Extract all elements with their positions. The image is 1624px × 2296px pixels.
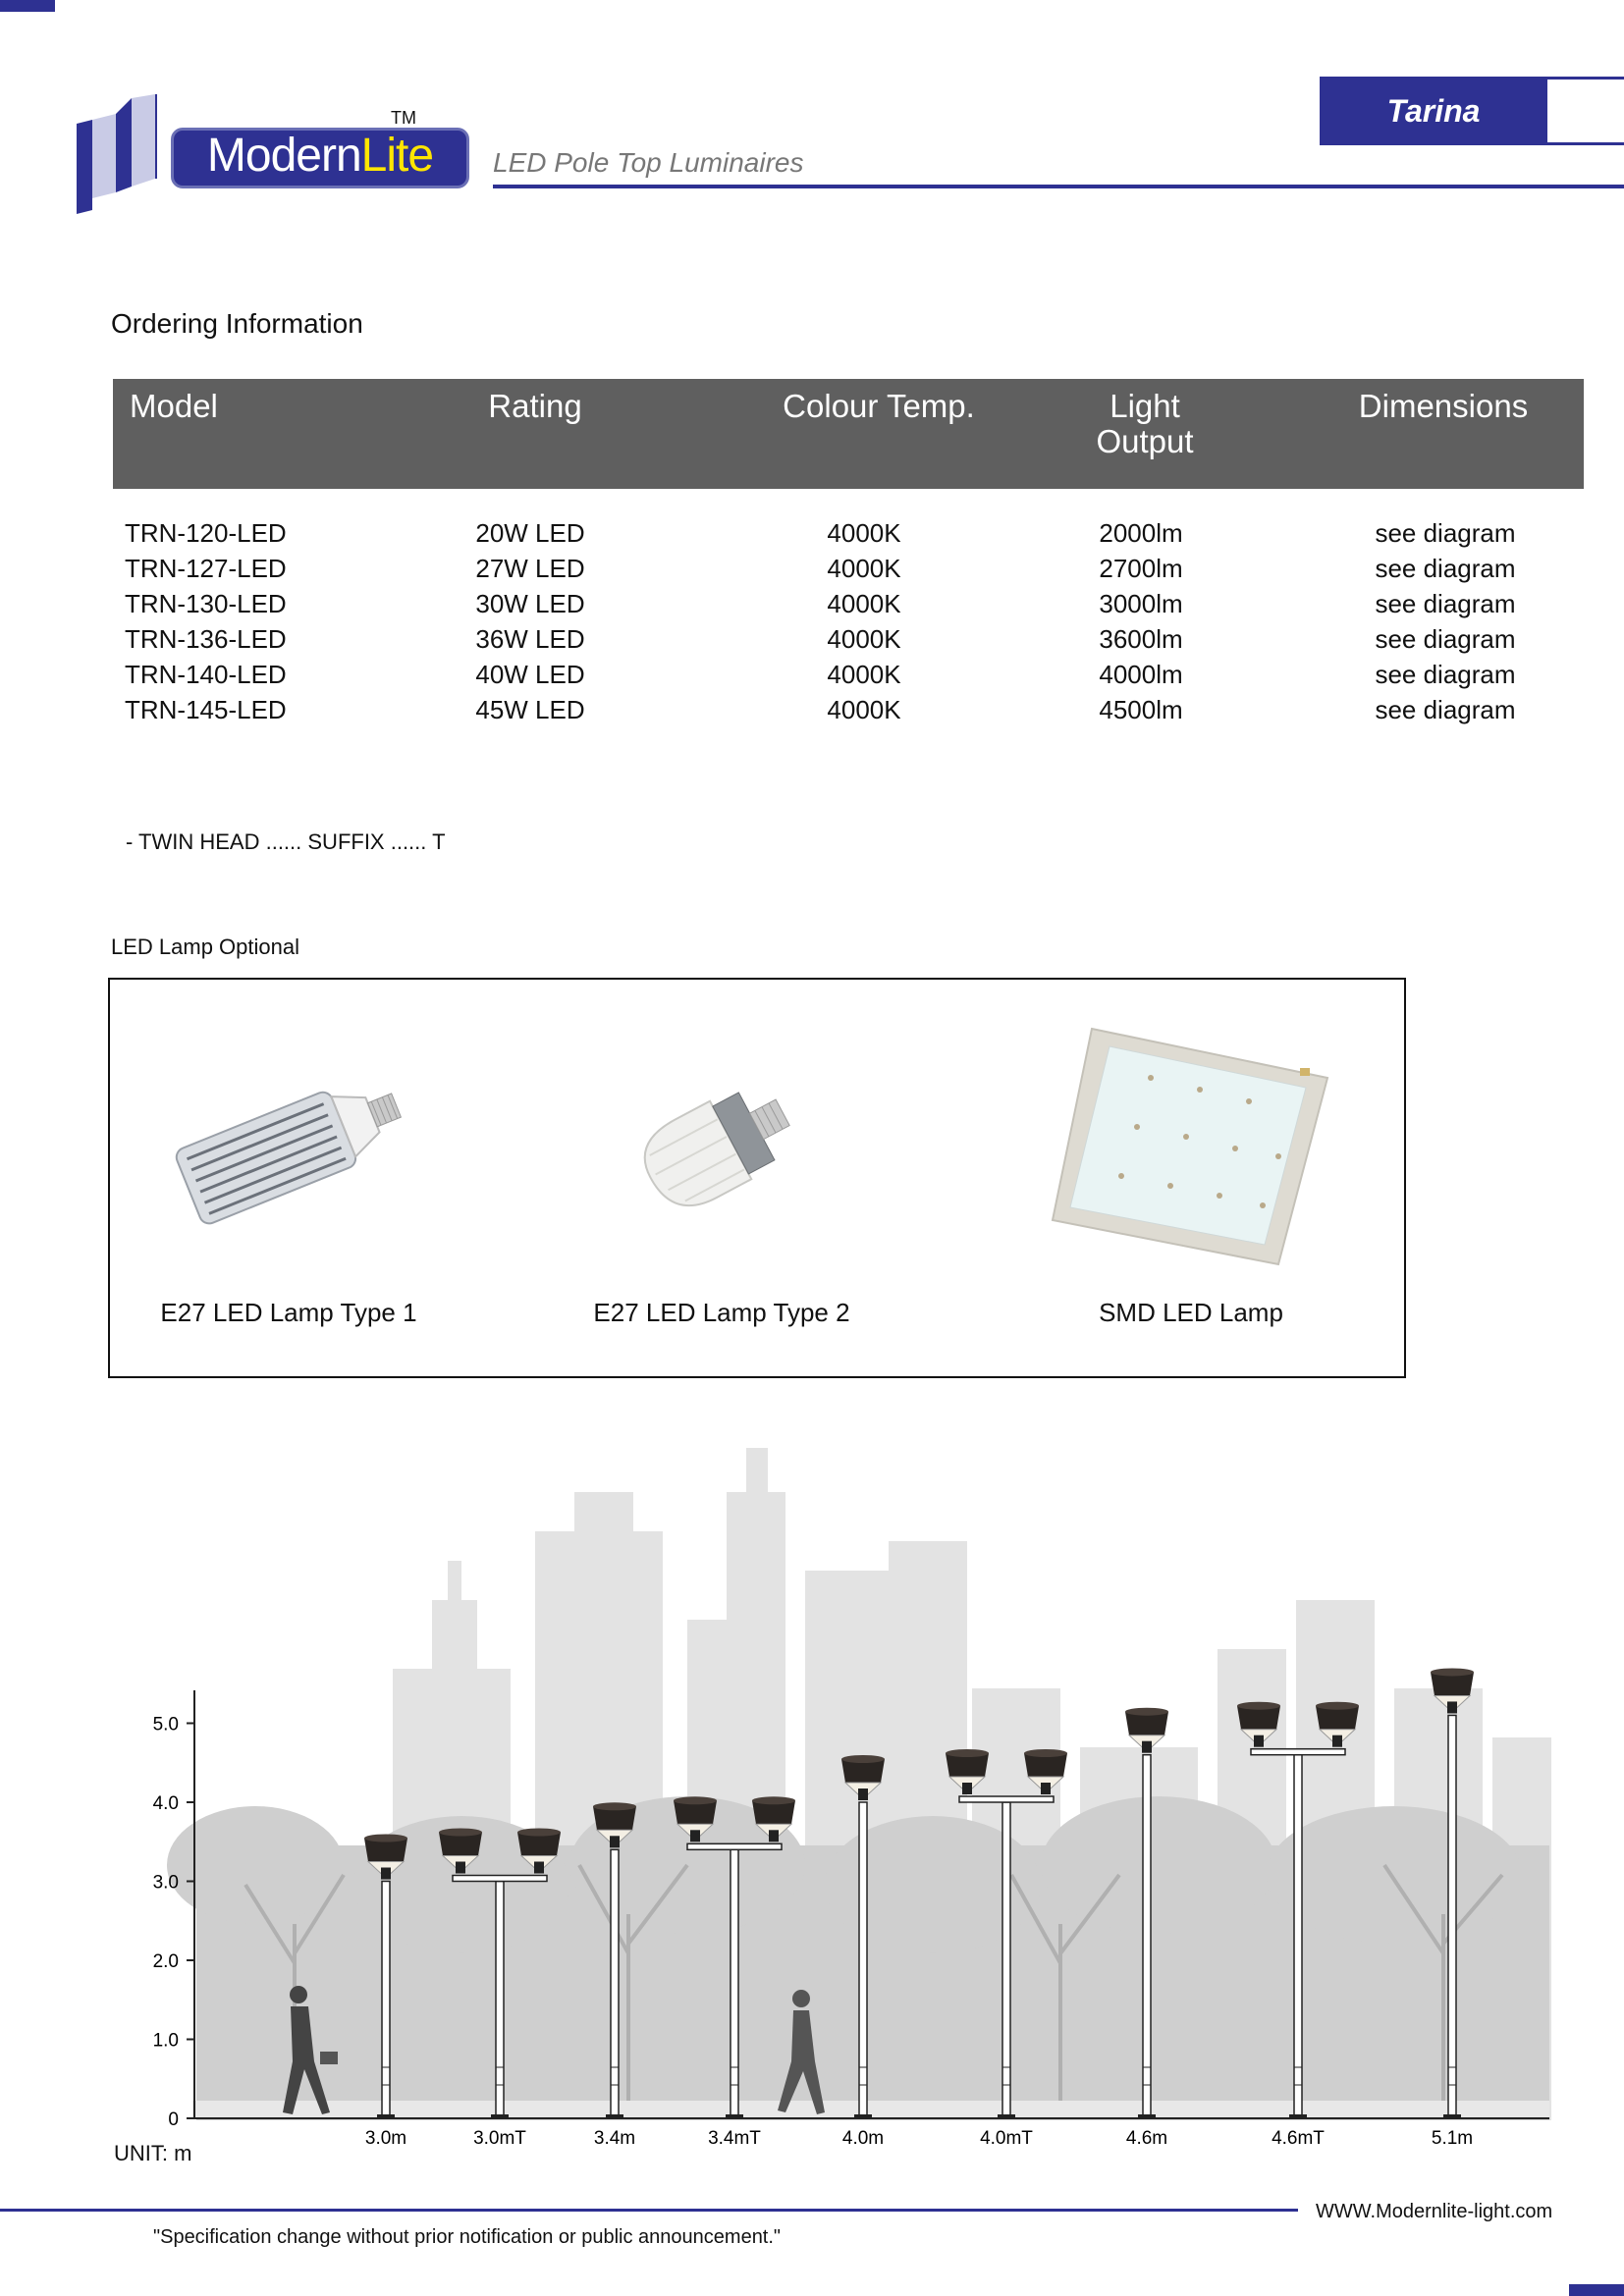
lamp-label-type2: E27 LED Lamp Type 2 [593, 1298, 850, 1327]
lamp-label-type1: E27 LED Lamp Type 1 [160, 1298, 417, 1327]
table-row [0, 518, 1624, 554]
cell-model: TRN-130-LED [125, 589, 287, 618]
column-header-rating: Rating [488, 388, 582, 424]
cell-dimensions: see diagram [1375, 518, 1516, 548]
footer-disclaimer: "Specification change without prior notification or public announcement." [153, 2226, 782, 2248]
y-tick-label: 0 [168, 2109, 179, 2130]
pole-height-label: 3.4m [593, 2128, 636, 2149]
logo-mark-icon [77, 94, 175, 222]
footer-website: WWW.Modernlite-light.com [1316, 2201, 1553, 2222]
product-tab-frame [1547, 77, 1624, 145]
corner-accent-top [0, 0, 55, 12]
y-tick-label: 2.0 [152, 1951, 179, 1972]
cell-model: TRN-145-LED [125, 695, 287, 724]
cell-model: TRN-140-LED [125, 660, 287, 689]
table-row [0, 660, 1624, 695]
cell-rating: 27W LED [475, 554, 585, 583]
table-row [0, 589, 1624, 624]
cell-rating: 30W LED [475, 589, 585, 618]
cell-dimensions: see diagram [1375, 624, 1516, 654]
pole-height-label: 3.0mT [473, 2128, 526, 2149]
unit-label: UNIT: m [114, 2141, 192, 2165]
table-row [0, 554, 1624, 589]
pole-height-label: 4.0m [841, 2128, 885, 2149]
cell-colour-temp: 4000K [827, 518, 901, 548]
pole-height-label: 3.4mT [708, 2128, 761, 2149]
page-subtitle: LED Pole Top Luminaires [493, 147, 804, 178]
y-tick-label: 3.0 [152, 1872, 179, 1894]
lamp-options-title: LED Lamp Optional [111, 934, 299, 959]
cell-colour-temp: 4000K [827, 624, 901, 654]
lamp-label-smd: SMD LED Lamp [1099, 1298, 1283, 1327]
dome-led-lamp-image [628, 1080, 825, 1227]
cell-light-output: 4000lm [1099, 660, 1183, 689]
cell-rating: 45W LED [475, 695, 585, 724]
cell-colour-temp: 4000K [827, 554, 901, 583]
y-axis-ticks [153, 1715, 194, 2131]
y-tick-label: 4.0 [152, 1793, 179, 1814]
cell-rating: 36W LED [475, 624, 585, 654]
pole-height-label: 4.6mT [1272, 2128, 1325, 2149]
corner-accent-bottom [1569, 2284, 1624, 2296]
y-tick-label: 5.0 [152, 1714, 179, 1735]
cell-rating: 40W LED [475, 660, 585, 689]
corn-led-lamp-image [157, 1041, 412, 1237]
cell-model: TRN-136-LED [125, 624, 287, 654]
product-name-tab: Tarina [1320, 77, 1547, 145]
ordering-info-title: Ordering Information [111, 308, 363, 339]
cell-model: TRN-120-LED [125, 518, 287, 548]
pole-height-label: 4.0mT [980, 2128, 1033, 2149]
cell-colour-temp: 4000K [827, 589, 901, 618]
y-tick-label: 1.0 [152, 2030, 179, 2052]
smd-led-panel-image [1043, 1019, 1337, 1274]
cell-light-output: 2700lm [1099, 554, 1183, 583]
column-header-dimensions: Dimensions [1358, 388, 1529, 424]
cell-dimensions: see diagram [1375, 589, 1516, 618]
modernlite-logo [77, 94, 434, 222]
column-header-colour-temp: Colour Temp. [783, 388, 975, 424]
twin-head-note: - TWIN HEAD ...... SUFFIX ...... T [126, 829, 446, 854]
cell-light-output: 3600lm [1099, 624, 1183, 654]
column-header-model: Model [130, 388, 218, 424]
table-row [0, 624, 1624, 660]
cell-dimensions: see diagram [1375, 695, 1516, 724]
cell-colour-temp: 4000K [827, 695, 901, 724]
cell-light-output: 3000lm [1099, 589, 1183, 618]
cell-model: TRN-127-LED [125, 554, 287, 583]
cell-light-output: 2000lm [1099, 518, 1183, 548]
table-row [0, 695, 1624, 730]
cell-rating: 20W LED [475, 518, 585, 548]
cell-light-output: 4500lm [1099, 695, 1183, 724]
header-divider [493, 185, 1624, 188]
footer-divider [0, 2209, 1298, 2212]
pole-height-label: 4.6m [1125, 2128, 1168, 2149]
logo-wordmark: ModernLite [206, 130, 434, 182]
cell-colour-temp: 4000K [827, 660, 901, 689]
pole-height-label: 5.1m [1431, 2128, 1474, 2149]
column-header-light-output: Light Output [1096, 388, 1194, 459]
trademark-mark: TM [391, 108, 416, 128]
pole-height-label: 3.0m [364, 2128, 407, 2149]
cell-dimensions: see diagram [1375, 554, 1516, 583]
pole-height-diagram [0, 1443, 1624, 2189]
cell-dimensions: see diagram [1375, 660, 1516, 689]
